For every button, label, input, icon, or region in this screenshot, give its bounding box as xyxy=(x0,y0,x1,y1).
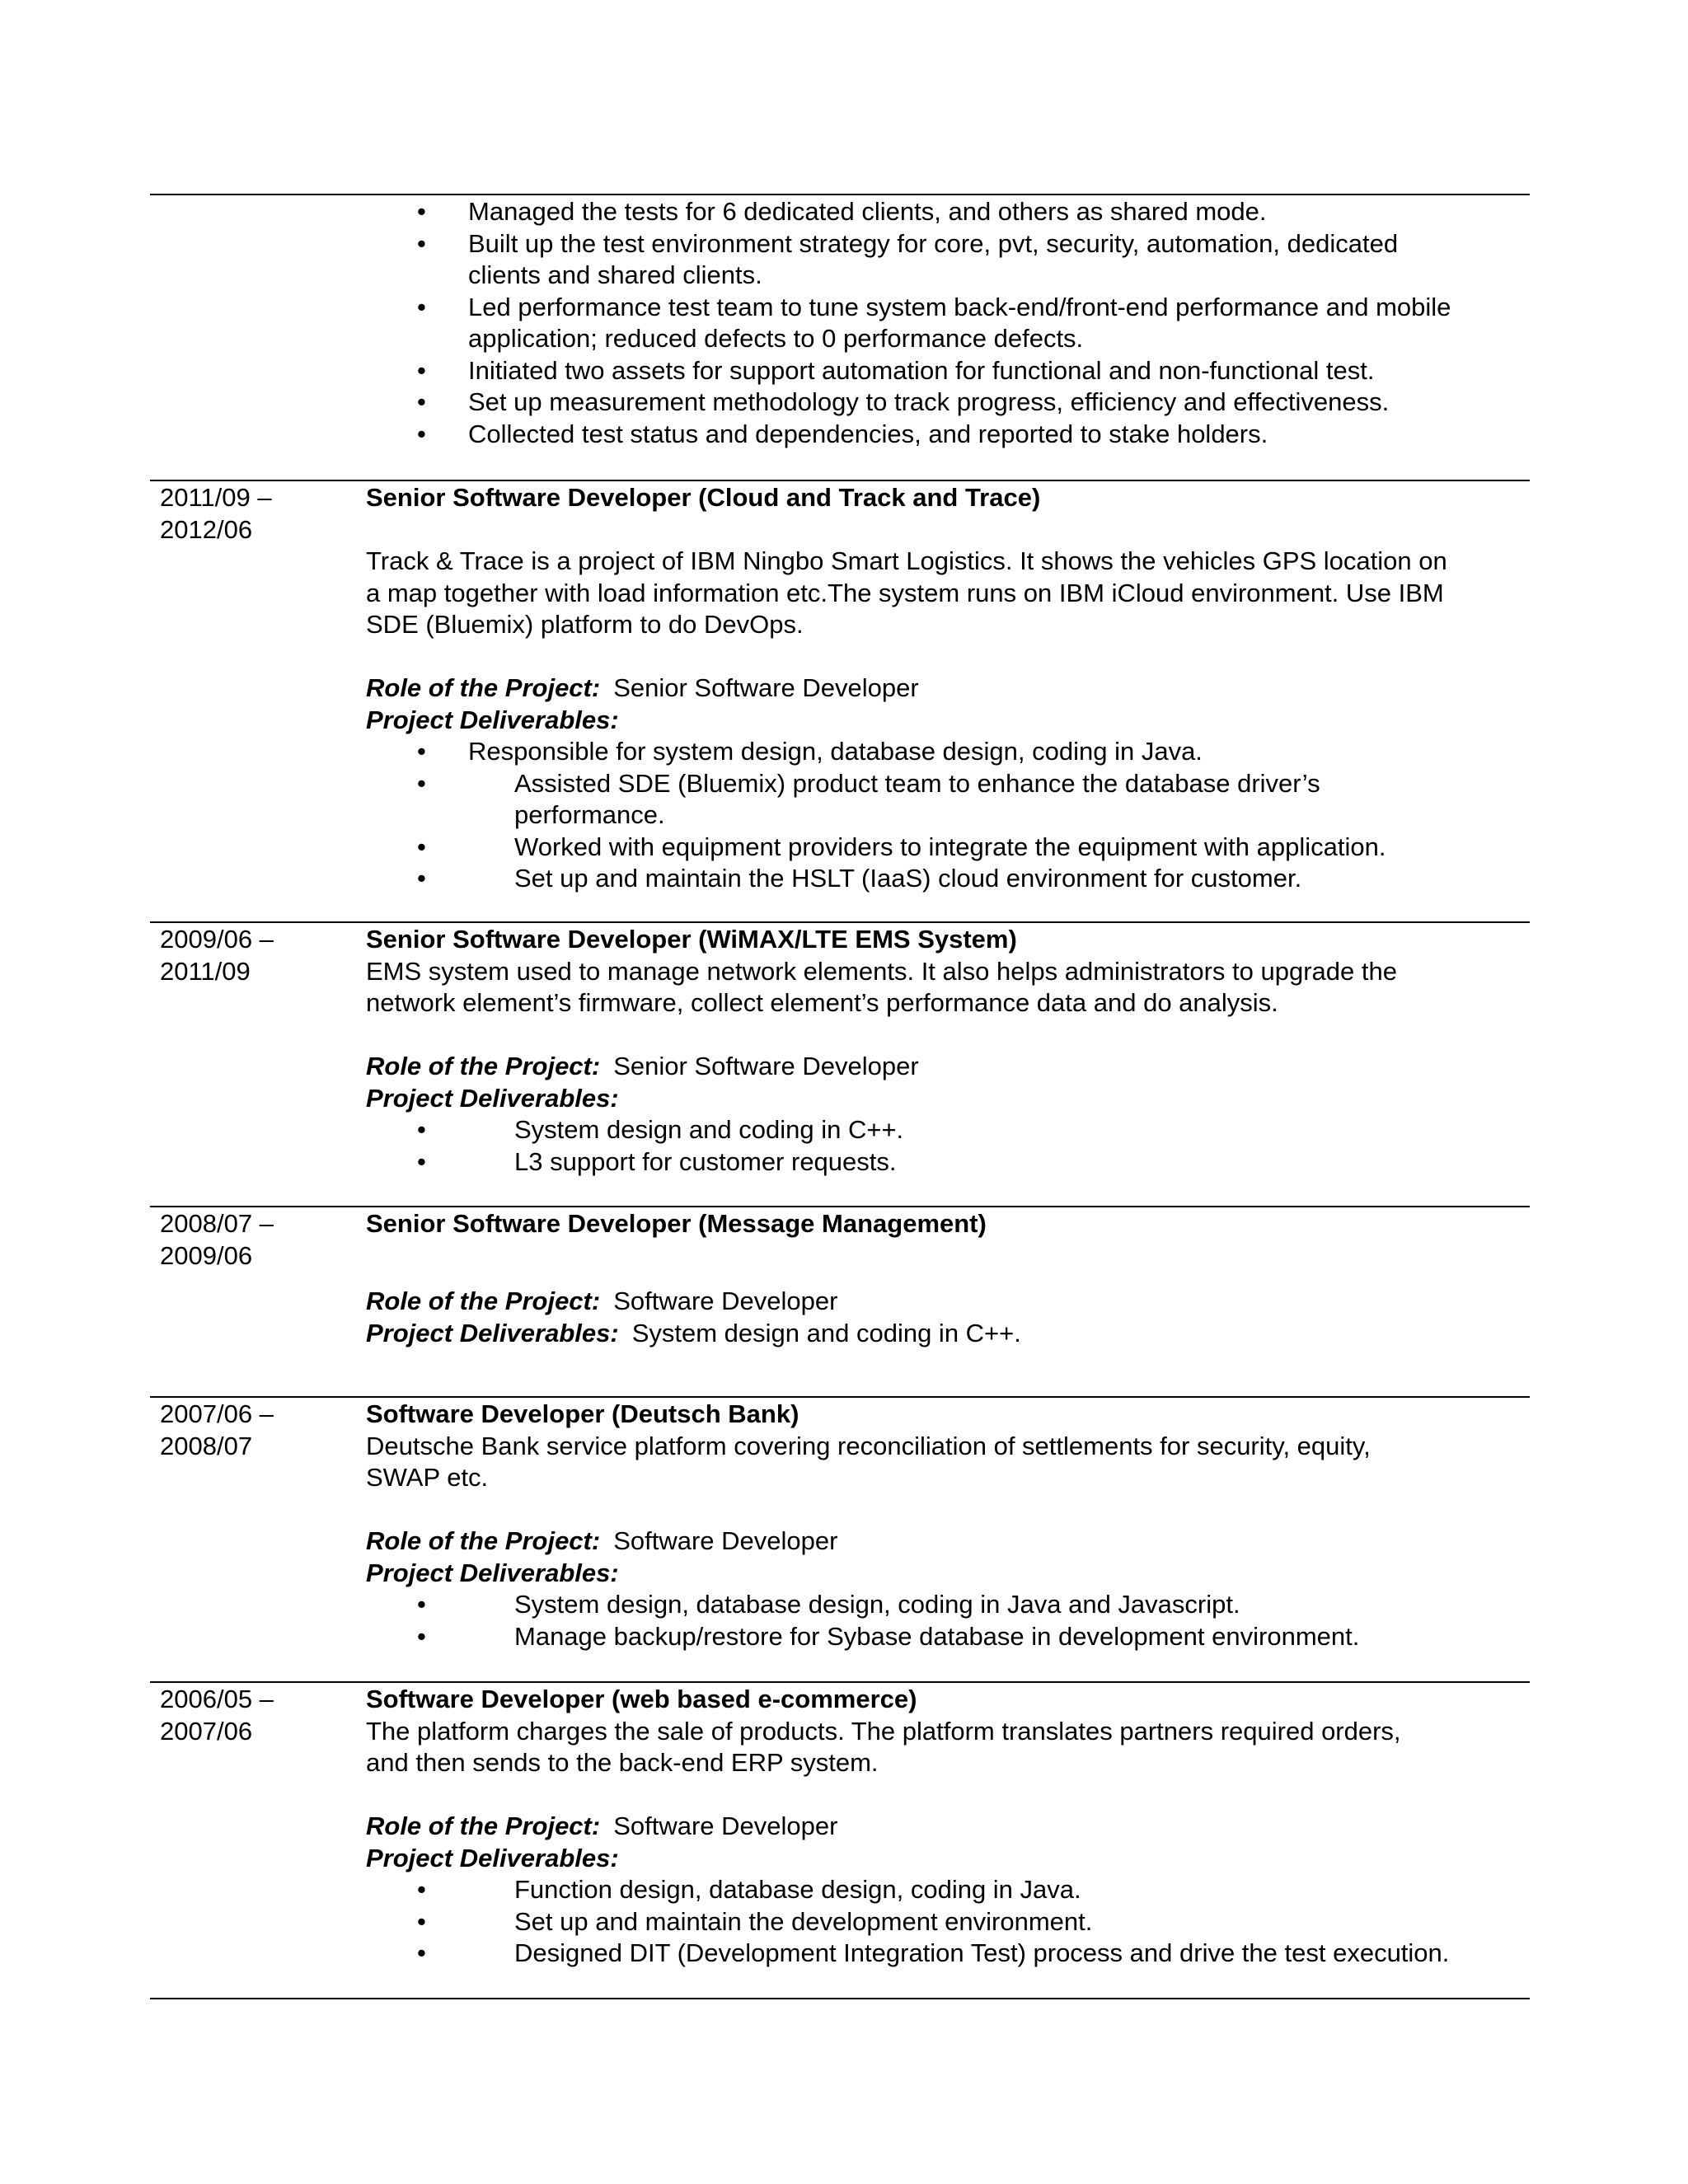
bullet-list xyxy=(366,1589,1528,1652)
table-rule xyxy=(150,480,1530,481)
project-entry xyxy=(366,482,1528,895)
project-description: and then sends to the back-end ERP system. xyxy=(366,1748,879,1777)
bullet-icon: • xyxy=(417,292,426,321)
list-item: • Led performance test team to tune system back-end/front-end performance and mobile application; reduced defects to 0 performance defects. xyxy=(417,292,1451,353)
project-deliverables-label: Project Deliverables: xyxy=(366,1558,619,1587)
list-item: • Managed the tests for 6 dedicated clients, and others as shared mode. xyxy=(366,196,1528,228)
list-item: • Built up the test environment strategy for core, pvt, security, automation, dedicated clients and shared clients. xyxy=(417,228,1399,289)
list-item: • Assisted SDE (Bluemix) product team to enhance the database driver’s performance. xyxy=(417,768,1320,829)
project-description: EMS system used to manage network elements. It also helps administrators to upgrade the xyxy=(366,956,1397,986)
bullet-icon: • xyxy=(417,387,426,416)
bullet-icon: • xyxy=(417,228,426,258)
bullet-icon: • xyxy=(417,737,426,766)
list-item: • Responsible for system design, database design, coding in Java. xyxy=(366,736,1528,768)
date-range: 2007/06 – 2008/07 xyxy=(160,1399,274,1460)
continued-section xyxy=(366,196,1528,450)
table-rule xyxy=(150,1206,1530,1207)
date-range: 2011/09 – 2012/06 xyxy=(160,483,272,544)
bullet-icon: • xyxy=(417,1875,426,1904)
project-role: Role of the Project: Senior Software Developer xyxy=(366,673,919,702)
bullet-icon: • xyxy=(417,1590,426,1619)
project-entry xyxy=(366,1399,1528,1652)
bullet-list xyxy=(366,196,1528,450)
list-item: • Designed DIT (Development Integration Test) process and drive the test execution. xyxy=(366,1938,1528,1970)
table-rule-bottom xyxy=(150,1998,1530,1999)
table-rule xyxy=(150,921,1530,923)
project-entry xyxy=(366,1208,1528,1349)
list-item: • Function design, database design, coding in Java. xyxy=(366,1874,1528,1906)
project-description: Track & Trace is a project of IBM Ningbo Smart Logistics. It shows the vehicles GPS location on xyxy=(366,546,1447,575)
list-item: • Worked with equipment providers to integrate the equipment with application. xyxy=(366,832,1528,864)
list-item: • Manage backup/restore for Sybase database in development environment. xyxy=(366,1621,1528,1653)
project-deliverables-label: Project Deliverables: xyxy=(366,1083,619,1113)
bullet-icon: • xyxy=(417,1621,426,1651)
table-rule xyxy=(150,1396,1530,1398)
project-description: The platform charges the sale of products. The platform translates partners required orders, xyxy=(366,1716,1401,1746)
bullet-list xyxy=(366,768,1528,895)
bullet-list xyxy=(366,1114,1528,1178)
project-deliverables-label: Project Deliverables: xyxy=(366,705,619,734)
list-item: • Initiated two assets for support automation for functional and non-functional test. xyxy=(366,355,1528,387)
project-description: Deutsche Bank service platform covering reconciliation of settlements for security, equity, xyxy=(366,1431,1371,1460)
bullet-icon: • xyxy=(417,1906,426,1936)
date-range: 2008/07 – 2009/06 xyxy=(160,1209,274,1270)
list-item: • System design and coding in C++. xyxy=(366,1114,1528,1146)
project-description: SWAP etc. xyxy=(366,1463,489,1492)
date-range: 2009/06 – 2011/09 xyxy=(160,925,274,986)
project-role: Role of the Project: Software Developer xyxy=(366,1811,838,1840)
project-deliverables-label: Project Deliverables: xyxy=(366,1843,619,1872)
bullet-icon: • xyxy=(417,355,426,385)
date-range: 2006/05 – 2007/06 xyxy=(160,1685,274,1746)
project-title: Software Developer (web based e-commerce) xyxy=(366,1685,917,1713)
project-title: Senior Software Developer (WiMAX/LTE EMS System) xyxy=(366,925,1017,954)
project-description: SDE (Bluemix) platform to do DevOps. xyxy=(366,610,804,639)
list-item: • L3 support for customer requests. xyxy=(366,1146,1528,1179)
project-deliverables: Project Deliverables: System design and coding in C++. xyxy=(366,1318,1021,1347)
bullet-icon: • xyxy=(417,1146,426,1176)
project-role: Role of the Project: Software Developer xyxy=(366,1286,838,1315)
project-entry xyxy=(366,1684,1528,1970)
bullet-icon: • xyxy=(417,864,426,893)
project-title: Senior Software Developer (Message Management) xyxy=(366,1209,987,1238)
bullet-icon: • xyxy=(417,419,426,448)
list-item: • System design, database design, coding in Java and Javascript. xyxy=(366,1589,1528,1621)
list-item: • Set up measurement methodology to track progress, efficiency and effectiveness. xyxy=(366,387,1528,419)
project-entry xyxy=(366,924,1528,1178)
list-item: • Collected test status and dependencies, and reported to stake holders. xyxy=(366,419,1528,451)
table-rule xyxy=(150,1681,1530,1683)
project-title: Software Developer (Deutsch Bank) xyxy=(366,1399,799,1428)
bullet-list xyxy=(366,736,1528,768)
list-item: • Set up and maintain the development environment. xyxy=(366,1906,1528,1938)
list-item: • Set up and maintain the HSLT (IaaS) cloud environment for customer. xyxy=(366,863,1528,895)
project-title: Senior Software Developer (Cloud and Track and Trace) xyxy=(366,483,1041,512)
bullet-icon: • xyxy=(417,1115,426,1144)
project-description: network element’s firmware, collect element’s performance data and do analysis. xyxy=(366,988,1278,1017)
bullet-icon: • xyxy=(417,768,426,798)
bullet-icon: • xyxy=(417,1938,426,1967)
table-rule-top xyxy=(150,194,1530,195)
project-role: Role of the Project: Senior Software Developer xyxy=(366,1052,919,1080)
project-description: a map together with load information etc.The system runs on IBM iCloud environment. Use IBM xyxy=(366,578,1444,607)
project-role: Role of the Project: Software Developer xyxy=(366,1526,838,1555)
bullet-icon: • xyxy=(417,832,426,861)
bullet-icon: • xyxy=(417,197,426,226)
bullet-list xyxy=(366,1874,1528,1970)
